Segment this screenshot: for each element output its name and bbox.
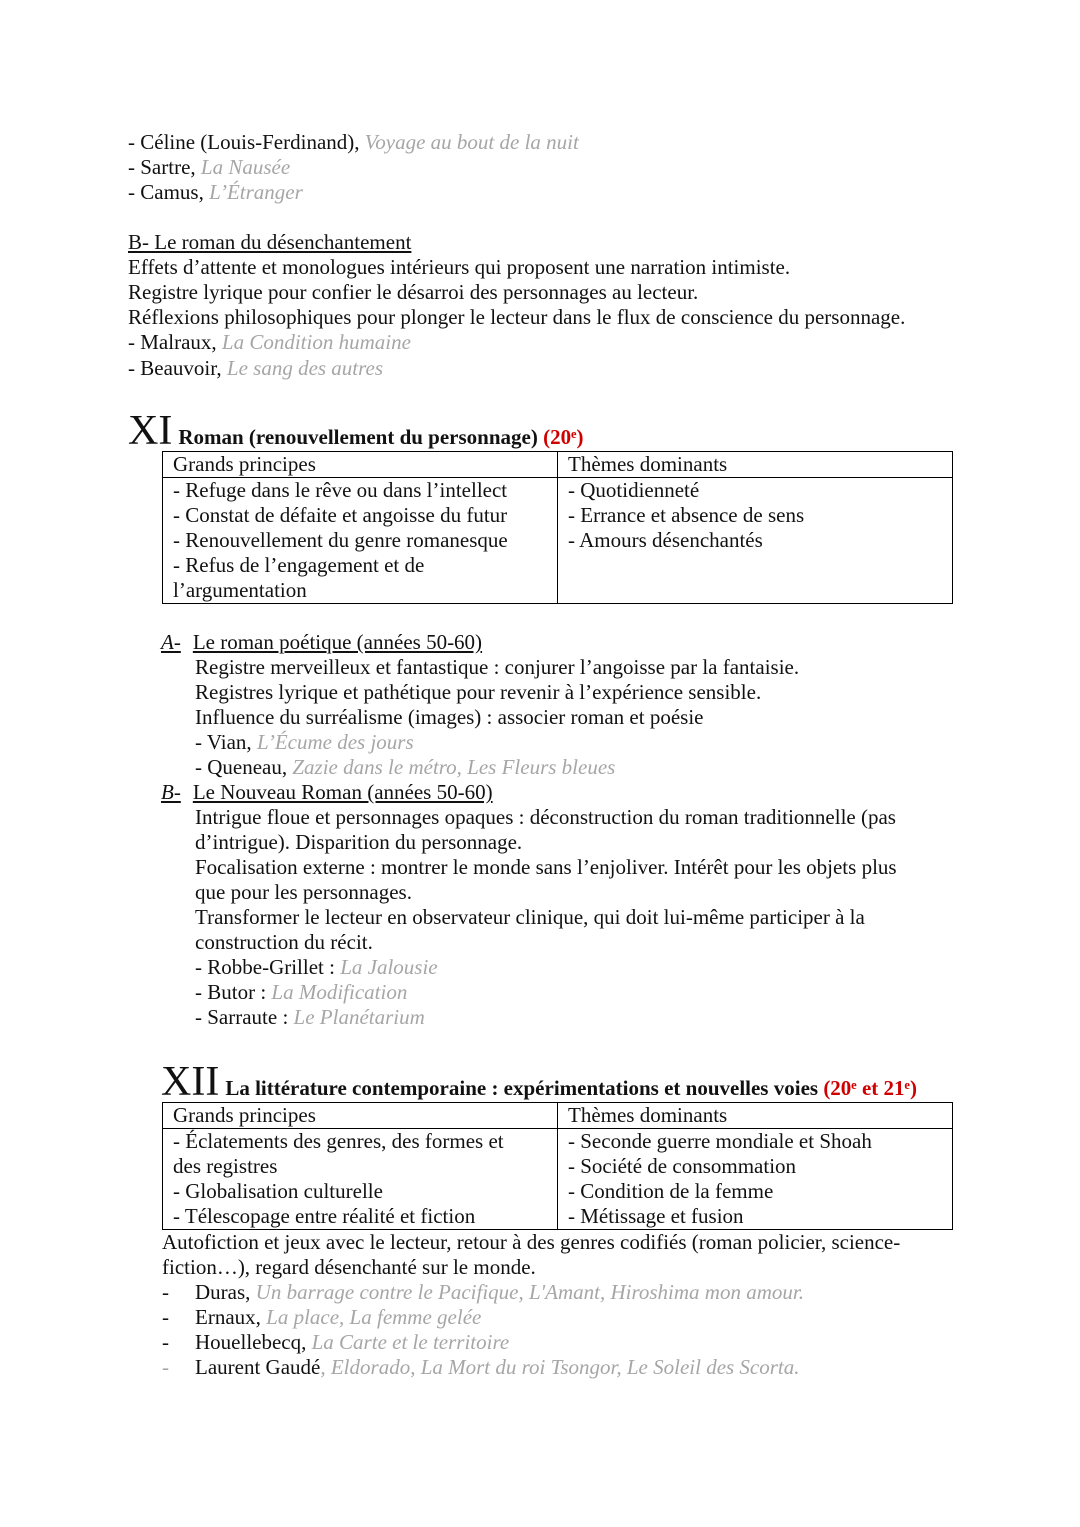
work-title: La Jalousie (340, 955, 438, 979)
paragraph-line: Registre lyrique pour confier le désarroi des personnages au lecteur. (128, 280, 699, 304)
paragraph-line: Effets d’attente et monologues intérieurs qui proposent une narration intimiste. (128, 255, 791, 279)
work-title: La place, La femme gelée (266, 1305, 482, 1329)
paragraph-line: Autofiction et jeux avec le lecteur, retour à des genres codifiés (roman policier, science- (162, 1230, 901, 1254)
principle-item: - Refuge dans le rêve ou dans l’intellect (173, 478, 508, 502)
theme-item: - Société de consommation (568, 1154, 797, 1178)
theme-item: - Amours désenchantés (568, 528, 763, 552)
work-line (128, 356, 383, 381)
author-name: - Beauvoir, (128, 356, 227, 380)
principles-cell (163, 1129, 558, 1230)
author-name: - Malraux, (128, 330, 222, 354)
author-name: - Butor : (195, 980, 272, 1004)
author-name: - Queneau, (195, 755, 293, 779)
author-name: - Camus, (128, 180, 210, 204)
paragraph-line: Intrigue floue et personnages opaques : déconstruction du roman traditionnelle (pas (195, 805, 896, 829)
work-title: La Modification (271, 980, 408, 1004)
author-name: - Sarraute : (195, 1005, 294, 1029)
principle-item: - Éclatements des genres, des formes et (173, 1129, 504, 1153)
list-item (162, 1280, 962, 1305)
work-line (128, 330, 411, 355)
work-title: Voyage au bout de la nuit (364, 130, 579, 154)
work-line (195, 955, 438, 980)
subsection-title: Le Nouveau Roman (années 50-60) (192, 780, 493, 804)
list-dash: - (162, 1305, 169, 1329)
section-title-text: Roman (renouvellement du personnage) (178, 425, 544, 449)
paragraph-line: que pour les personnages. (195, 880, 412, 904)
author-name: Ernaux, (195, 1305, 267, 1329)
author-name: Houellebecq, (195, 1330, 312, 1354)
work-title: La Nausée (200, 155, 291, 179)
principle-item: - Constat de défaite et angoisse du futur (173, 503, 508, 527)
author-name: - Céline (Louis-Ferdinand), (128, 130, 365, 154)
work-title: Un barrage contre le Pacifique, L'Amant, Hiroshima mon amour. (255, 1280, 804, 1304)
paragraph-line: d’intrigue). Disparition du personnage. (195, 830, 523, 854)
principle-item: - Renouvellement du genre romanesque (173, 528, 508, 552)
themes-cell (558, 1129, 953, 1230)
work-line (195, 730, 414, 755)
principle-item: l’argumentation (173, 578, 307, 602)
subsection-heading (161, 780, 493, 805)
paragraph-line: Réflexions philosophiques pour plonger le lecteur dans le flux de conscience du personnage. (128, 305, 906, 329)
principles-themes-table (162, 451, 953, 604)
work-line (128, 130, 579, 155)
section-heading: B- Le roman du désenchantement (128, 230, 412, 254)
work-line (128, 180, 303, 205)
theme-item: - Errance et absence de sens (568, 503, 805, 527)
work-line (128, 155, 290, 180)
author-name: Duras, (195, 1280, 256, 1304)
section-title-xi (128, 410, 584, 452)
list-dash: - (162, 1280, 169, 1304)
section-numeral: XI (128, 408, 173, 454)
principle-item: des registres (173, 1154, 278, 1178)
section-title-xii (161, 1061, 917, 1103)
list-item (162, 1305, 962, 1330)
section-title-text: La littérature contemporaine : expérimentations et nouvelles voies (225, 1076, 824, 1100)
author-name: - Vian, (195, 730, 257, 754)
list-item (162, 1355, 962, 1380)
work-title: L’Écume des jours (256, 730, 414, 754)
list-dash: - (162, 1355, 169, 1379)
paragraph-line: fiction…), regard désenchanté sur le monde. (162, 1255, 536, 1279)
work-title: Le sang des autres (226, 356, 384, 380)
work-title: Zazie dans le métro, Les Fleurs bleues (292, 755, 616, 779)
principle-item: - Télescopage entre réalité et fiction (173, 1204, 476, 1228)
work-title: La Condition humaine (221, 330, 411, 354)
author-name: - Sartre, (128, 155, 201, 179)
principles-themes-table (162, 1102, 953, 1230)
work-title: Le Planétarium (293, 1005, 425, 1029)
table-header: Thèmes dominants (558, 452, 953, 478)
principles-cell (163, 478, 558, 604)
subsection-marker: A- (161, 630, 181, 654)
paragraph-line: Influence du surréalisme (images) : associer roman et poésie (195, 705, 704, 729)
century-label: (20ᵉ) (543, 425, 584, 449)
century-label: (20ᵉ et 21ᵉ) (823, 1076, 917, 1100)
subsection-marker: B- (161, 780, 181, 804)
subsection-heading (161, 630, 482, 655)
principle-item: - Globalisation culturelle (173, 1179, 383, 1203)
paragraph-line: Registre merveilleux et fantastique : conjurer l’angoisse par la fantaisie. (195, 655, 800, 679)
paragraph-line: construction du récit. (195, 930, 373, 954)
subsection-title: Le roman poétique (années 50-60) (192, 630, 483, 654)
work-title: , Eldorado, La Mort du roi Tsongor, Le Soleil des Scorta. (320, 1355, 800, 1379)
paragraph-line: Registres lyrique et pathétique pour revenir à l’expérience sensible. (195, 680, 762, 704)
theme-item: - Condition de la femme (568, 1179, 774, 1203)
table-header: Thèmes dominants (558, 1103, 953, 1129)
author-name: Laurent Gaudé (195, 1355, 321, 1379)
work-line (195, 980, 407, 1005)
table-header: Grands principes (163, 452, 558, 478)
paragraph-line: Transformer le lecteur en observateur clinique, qui doit lui-même participer à la (195, 905, 865, 929)
theme-item: - Seconde guerre mondiale et Shoah (568, 1129, 872, 1153)
section-numeral: XII (161, 1059, 220, 1105)
list-item (162, 1330, 962, 1355)
table-header: Grands principes (163, 1103, 558, 1129)
work-title: La Carte et le territoire (311, 1330, 510, 1354)
theme-item: - Quotidienneté (568, 478, 700, 502)
principle-item: - Refus de l’engagement et de (173, 553, 425, 577)
author-name: - Robbe-Grillet : (195, 955, 341, 979)
paragraph-line: Focalisation externe : montrer le monde sans l’enjoliver. Intérêt pour les objets plus (195, 855, 897, 879)
list-dash: - (162, 1330, 169, 1354)
work-line (195, 1005, 425, 1030)
work-line (195, 755, 615, 780)
themes-cell (558, 478, 953, 604)
work-title: L’Étranger (209, 180, 303, 204)
theme-item: - Métissage et fusion (568, 1204, 744, 1228)
